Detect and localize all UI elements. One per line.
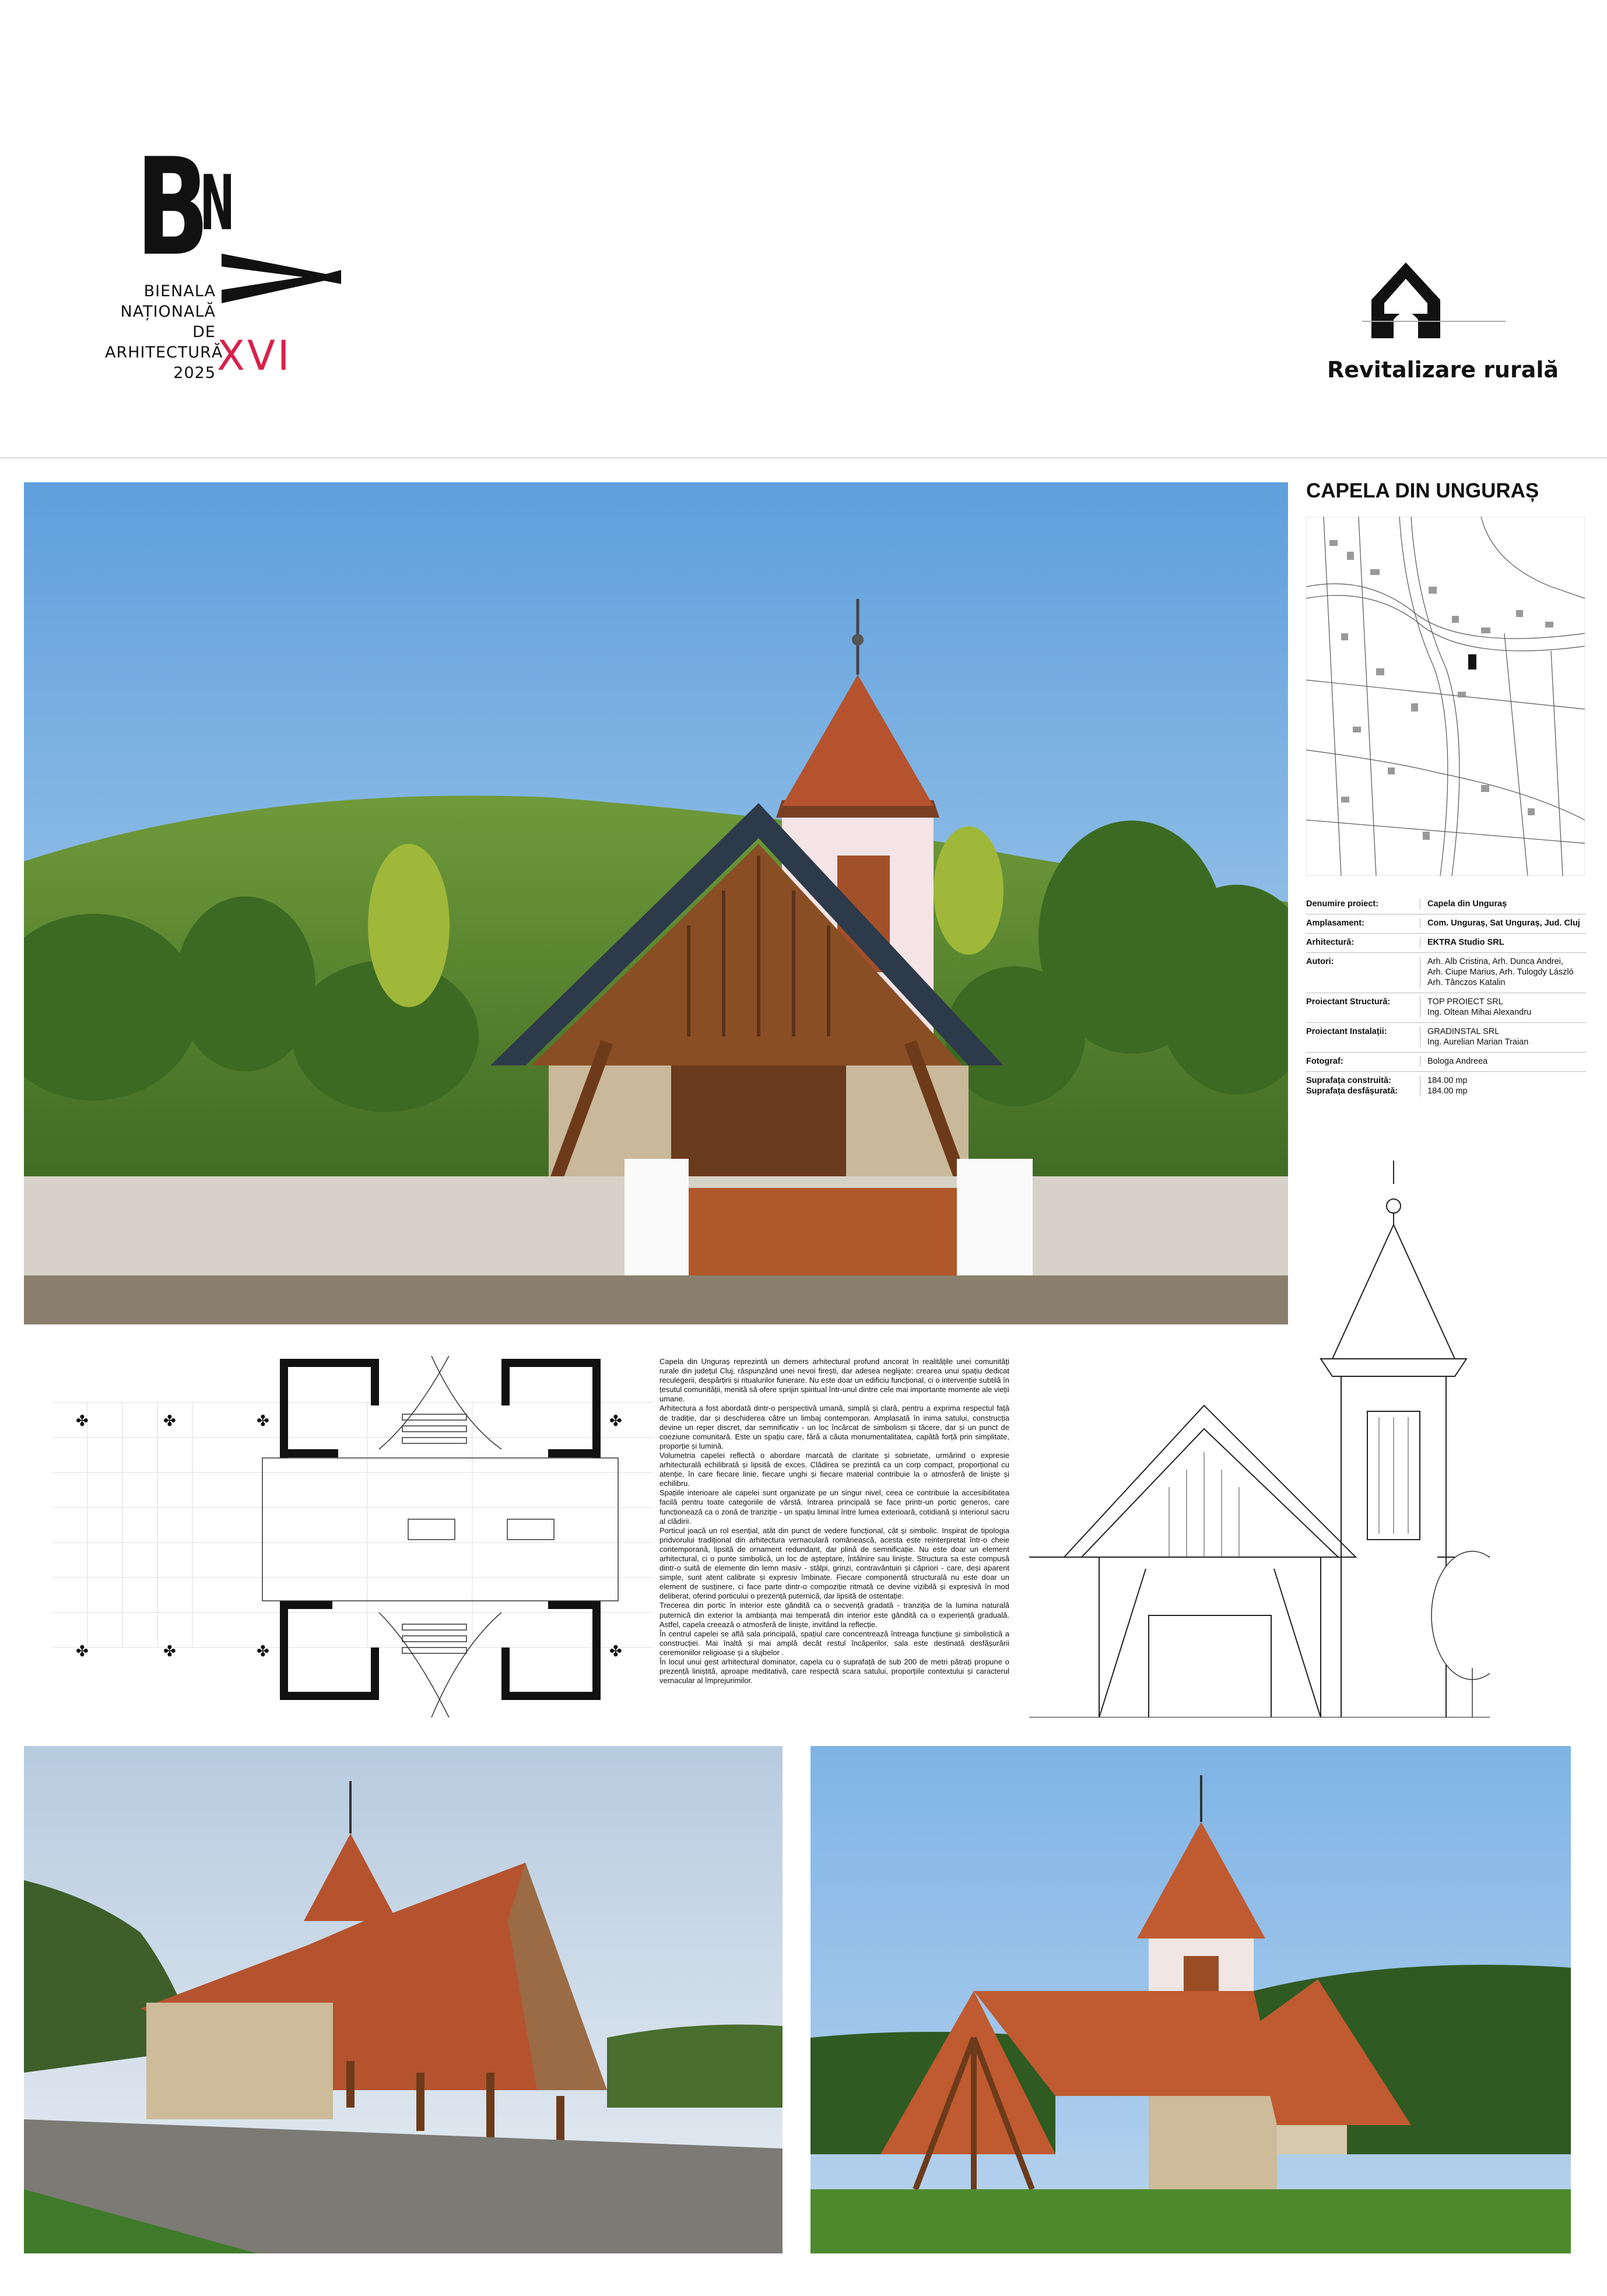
info-label: Proiectant Structură:: [1306, 997, 1391, 1007]
info-line: Arh. Alb Cristina, Arh. Dunca Andrei,: [1427, 957, 1563, 966]
info-line: EKTRA Studio SRL: [1427, 938, 1504, 947]
description-paragraph: Arhitectura a fost abordată dintr-o perspectivă umană, simplă și clară, pentru a exprima respectul față de tradiție, dar și deschiderea către un limbaj contemporan. Amplasată în inima satului, construcția devine un reper discret, dar semnificativ - un loc încărcat de simbolism și tăcere, dar și un punct de coeziune comunitară. Este un spațiu care, fără a căuta monumentalitatea, capătă forță prin simplitate, proporție și lumină.: [659, 1404, 1009, 1450]
info-line: Ing. Oltean Mihai Alexandru: [1427, 1008, 1532, 1017]
info-row: [1306, 952, 1586, 993]
logo-line: ARHITECTURĂ: [105, 343, 223, 362]
info-value: [1420, 1075, 1586, 1096]
photo-chapel-front-tower: [810, 1746, 1571, 2253]
floor-plan-drawing: [52, 1356, 653, 1717]
info-row: [1306, 1071, 1586, 1101]
info-value: [1420, 899, 1586, 909]
svg-text:✤: ✤: [609, 1643, 622, 1660]
project-info-table: [1306, 895, 1586, 1101]
info-value: [1420, 956, 1586, 988]
info-label: Autori:: [1306, 957, 1334, 966]
info-line: Ing. Aurelian Marian Traian: [1427, 1037, 1529, 1047]
svg-text:✤: ✤: [76, 1643, 89, 1660]
project-title: CAPELA DIN UNGURAȘ: [1306, 479, 1539, 502]
info-row: [1306, 1052, 1586, 1071]
info-label: Proiectant Instalații:: [1306, 1027, 1387, 1036]
info-line: 184.00 mp: [1427, 1076, 1468, 1085]
info-value: [1420, 1026, 1586, 1047]
logo-line: NAȚIONALĂ: [120, 303, 216, 321]
svg-text:B: B: [135, 137, 210, 286]
description-paragraph: Spațiile interioare ale capelei sunt organizate pe un singur nivel, ceea ce contribuie la accesibilitatea facilă pentru toate categoriile de vârstă. Intrarea principală se face printr-un portic generos, care funcționează ca o zonă de tranziție - un spațiu liminal între lumea exterioară, cotidiană și interiorul sacru al clădirii.: [659, 1488, 1009, 1526]
svg-text:✤: ✤: [76, 1412, 89, 1430]
logo-text: [105, 281, 223, 383]
description-paragraph: În locul unui gest arhitectural dominator, capela cu o suprafață de sub 200 de metri pătrați propune o prezență liniștită, aproape meditativă, care respectă scara satului, proporțiile contextului și caracterul vernacular al împrejurimilor.: [659, 1657, 1009, 1685]
info-label: Denumire proiect:: [1306, 899, 1379, 909]
svg-text:N: N: [199, 159, 235, 247]
info-label: Arhitectură:: [1306, 938, 1355, 947]
info-line: TOP PROIECT SRL: [1427, 997, 1503, 1007]
description-paragraph: Porticul joacă un rol esențial, atât din punct de vedere funcțional, cât și simbolic. Inspirat de tipologia pridvorului tradițional din arhitectura vernaculară românească, acesta este reinterpretat într-o cheie contemporană, lipsită de ornament redundant, dar plină de semnificație. Nu este doar un element arhitectural, ci o punte simbolică, un loc de așteptare, întâlnire sau liniște. Structura sa este compusă dintr-o suită de elemente din lemn masiv - stâlpi, grinzi, contravântuiri și căpriori - care, deși aparent simple, sunt atent calibrate și expresiv îmbinate. Fiecare componentă structurală nu este doar un element de susținere, ci face parte dintr-o compoziție ritmată ce devine vizibilă și expresivă în mod deliberat, oferind porticului o prezență puternică, dar lipsită de ostentație.: [659, 1526, 1009, 1601]
info-line: GRADINSTAL SRL: [1427, 1027, 1500, 1036]
info-value: [1420, 997, 1586, 1018]
logo-line: BIENALA: [143, 282, 216, 300]
rural-house-icon: [1369, 261, 1443, 338]
svg-text:✤: ✤: [609, 1412, 622, 1430]
edition-number: XVI: [217, 332, 292, 380]
info-value: [1420, 937, 1586, 948]
info-line: Capela din Unguraș: [1427, 899, 1507, 909]
description-paragraph: În centrul capelei se află sala principală, spațiul care concentrează întreaga funcțiune și simbolistică a construcției. Mai înaltă și mai amplă decât restul încăperilor, sala este destinată desfășurării ceremoniilor religioase și a slujbelor .: [659, 1629, 1009, 1657]
category-divider: [1362, 321, 1506, 322]
svg-text:✤: ✤: [257, 1643, 269, 1660]
info-label: Amplasament:: [1306, 919, 1364, 928]
info-label: Suprafața construită: Suprafața desfășurată:: [1306, 1076, 1398, 1096]
site-map-plan: [1306, 517, 1585, 876]
info-row: [1306, 993, 1586, 1022]
description-paragraph: Capela din Unguraș reprezintă un demers arhitectural profund ancorat în realitățile unei comunități rurale din județul Cluj, răspunzând unei nevoi firești, dar adesea neglijate: crearea unui spațiu dedicat reculegerii, despărțirii și ritualurilor funerare. Nu este doar un edificiu funcțional, ci o intervenție subtilă în țesutul comunității, menită să ofere sprijin spiritual într-unul dintre cele mai importante momente ale vieții umane.: [659, 1357, 1009, 1404]
info-value: [1420, 918, 1586, 928]
logo-line: DE: [192, 323, 216, 341]
elevation-drawing: [1029, 1161, 1490, 1717]
info-row: [1306, 895, 1586, 914]
info-line: Bologa Andreea: [1427, 1057, 1488, 1066]
logo-line: 2025: [173, 364, 216, 382]
photo-chapel-side-view: [24, 1746, 783, 2253]
info-value: [1420, 1056, 1586, 1067]
info-line: Arh. Ciupe Marius, Arh. Tulogdy László: [1427, 968, 1574, 977]
info-line: 184.00 mp: [1427, 1086, 1468, 1096]
svg-text:✤: ✤: [163, 1412, 176, 1430]
project-description: [659, 1357, 1009, 1685]
info-line: Arh. Tânczos Katalin: [1427, 978, 1506, 987]
description-paragraph: Trecerea din portic în interior este gândită ca o secvență gradată - tranziția de la lumina naturală puternică din exterior la ambianța mai temperată din interior este gândită ca o experiență graduală. Astfel, capela creează o atmosferă de liniște, invitând la reflecție.: [659, 1601, 1009, 1629]
info-row: [1306, 1022, 1586, 1052]
info-row: [1306, 914, 1586, 933]
svg-text:✤: ✤: [163, 1643, 176, 1660]
svg-text:✤: ✤: [257, 1412, 269, 1430]
info-label: Fotograf:: [1306, 1057, 1343, 1066]
info-line: Com. Unguraș, Sat Unguraș, Jud. Cluj: [1427, 919, 1580, 928]
info-row: [1306, 933, 1586, 952]
description-paragraph: Volumetria capelei reflectă o abordare marcată de claritate și sobrietate, urmărind o expresie arhitecturală echilibrată și lipsită de exces. Clădirea se prezintă ca un corp compact, proporțional cu atenție, în care fiecare linie, fiecare unghi și fiecare material contribuie la o atmosferă de liniște și echilibru.: [659, 1450, 1009, 1488]
category-label: Revitalizare rurală: [1327, 357, 1559, 383]
header-divider: [0, 457, 1607, 458]
